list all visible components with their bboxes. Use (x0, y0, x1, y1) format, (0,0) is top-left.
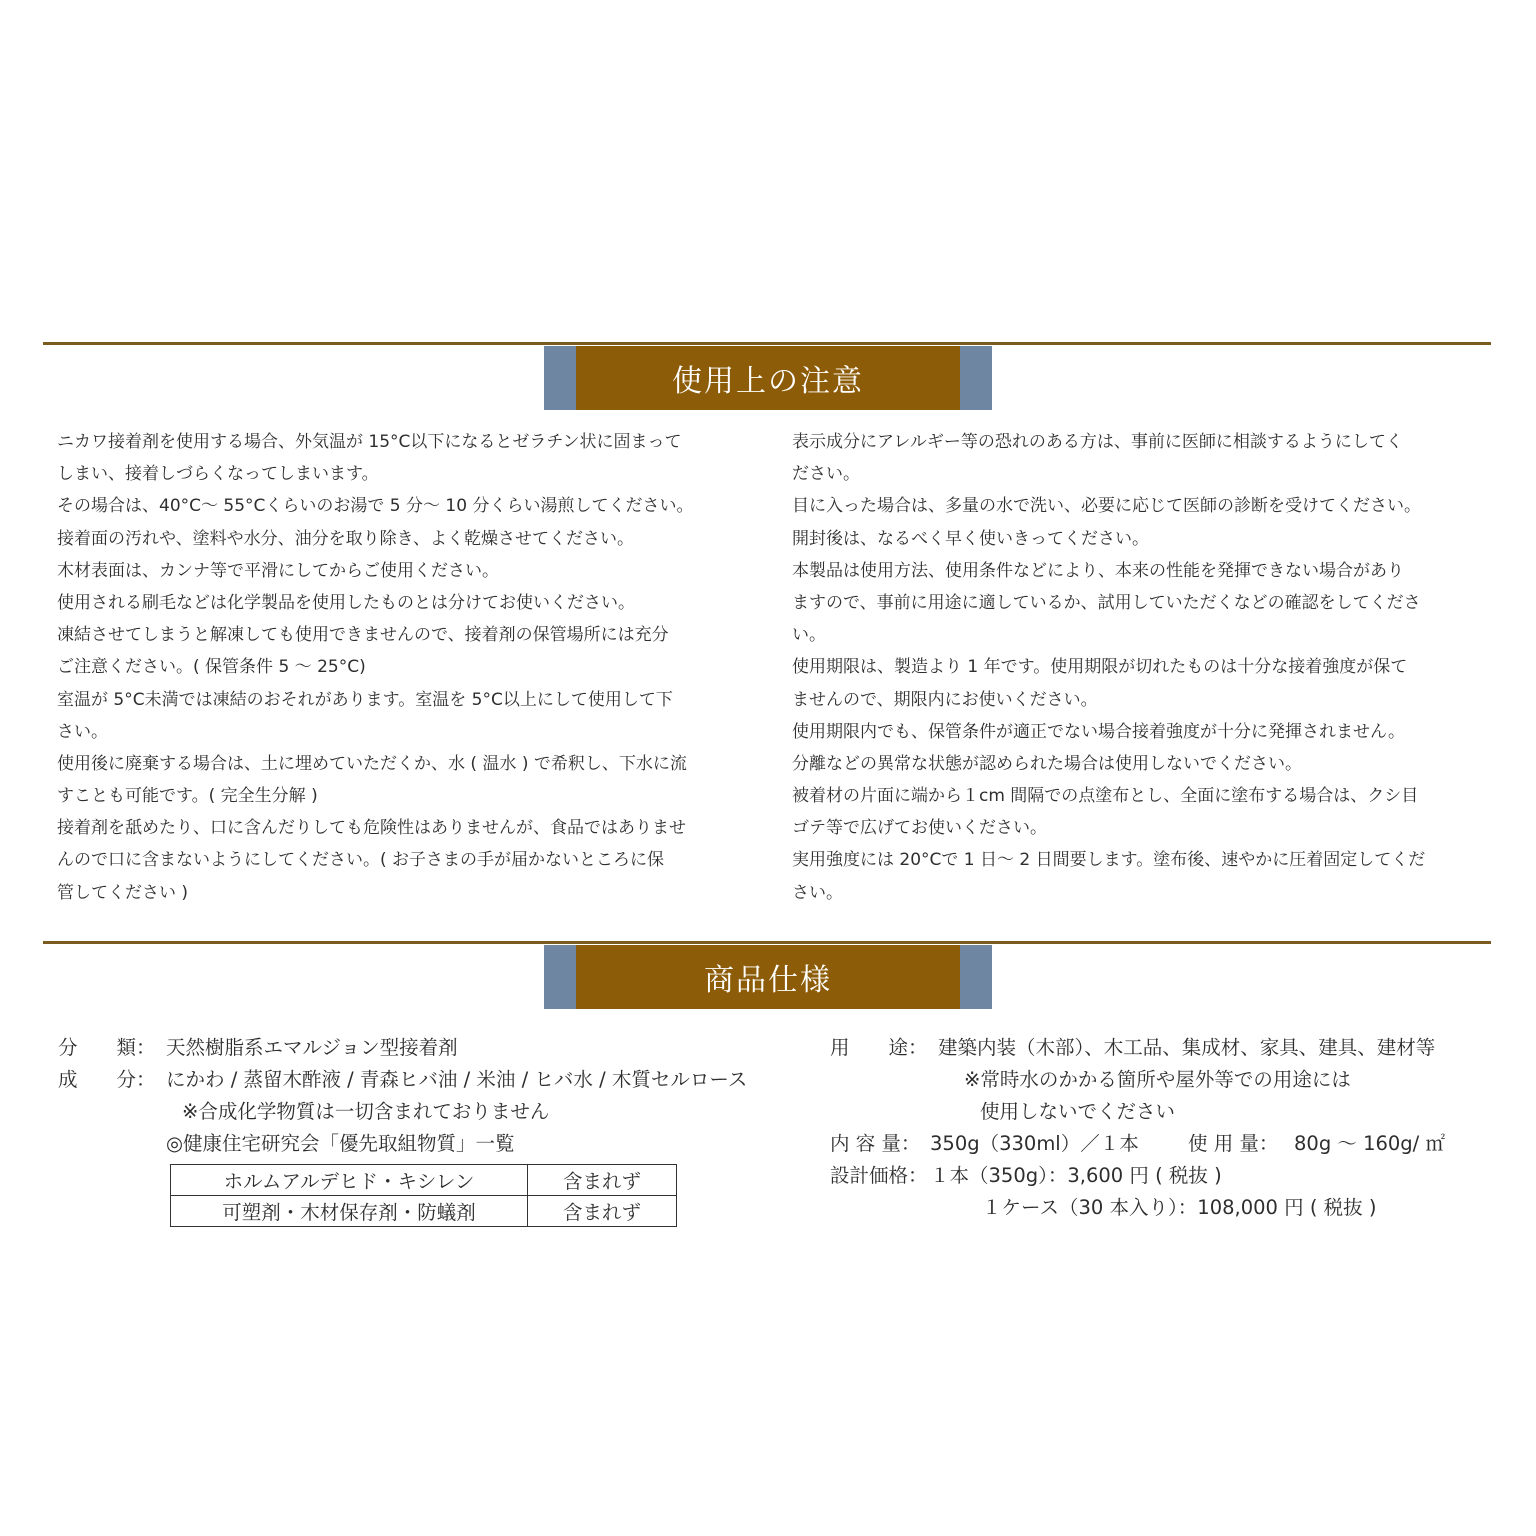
caution-left-line: その場合は、40°C〜 55°Cくらいのお湯で 5 分〜 10 分くらい湯煎してください。 (57, 496, 694, 517)
ingredients-row (58, 1064, 798, 1096)
caution-right-line: 使用期限は、製造より 1 年です。使用期限が切れたものは十分な接着強度が保て (792, 657, 1408, 678)
caution-left-line: 木材表面は、カンナ等で平滑にしてからご使用ください。 (57, 560, 499, 581)
caution-right-line: ませんので、期限内にお使いください。 (792, 689, 1098, 710)
caution-right-line: い。 (792, 625, 826, 646)
usage-value: 建築内装（木部）、木工品、集成材、家具、建具、建材等 (938, 1036, 1436, 1059)
caution-right-line: さい。 (792, 882, 843, 903)
caution-left-line: すことも可能です。( 完全生分解 ) (57, 786, 318, 807)
ingredients-note-row (58, 1096, 798, 1128)
caution-right-column (792, 426, 1482, 909)
caution-right-line: 開封後は、なるべく早く使いきってください。 (792, 528, 1149, 549)
ingredients-value: にかわ / 蒸留木酢液 / 青森ヒバ油 / 米油 / ヒバ水 / 木質セルロース (166, 1068, 748, 1091)
usage-note-row-2 (830, 1096, 1520, 1128)
ingredients-note: ※合成化学物質は一切含まれておりません (182, 1100, 550, 1123)
usage-row (830, 1032, 1520, 1064)
caution-title: 使用上の注意 (576, 346, 960, 410)
price-value-2: １ケース（30 本入り）：108,000 円 ( 税抜 ) (982, 1196, 1377, 1219)
price-row-2 (830, 1192, 1520, 1224)
caution-right-line: 使用期限内でも、保管条件が適正でない場合接着強度が十分に発揮されません。 (792, 721, 1406, 742)
caution-left-line: 室温が 5°C未満では凍結のおそれがあります。室温を 5°C以上にして使用して下 (57, 689, 673, 710)
caution-right-line: 分離などの異常な状態が認められた場合は使用しないでください。 (792, 753, 1302, 774)
caution-right-line: ゴテ等で広げてお使いください。 (792, 818, 1047, 839)
specs-title: 商品仕様 (576, 945, 960, 1009)
caution-right-line: 被着材の片面に端から１cm 間隔での点塗布とし、全面に塗布する場合は、クシ目 (792, 786, 1419, 807)
content-row (830, 1128, 1520, 1160)
usage-note-1: ※常時水のかかる箇所や屋外等での用途には (964, 1068, 1351, 1091)
caution-left-line: ご注意ください。( 保管条件 5 〜 25°C) (57, 657, 366, 678)
amount-label: 使 用 量： (1188, 1132, 1279, 1155)
content-value: 350g（330ml）／１本 (930, 1132, 1139, 1155)
price-row (830, 1160, 1520, 1192)
caution-right-line: 目に入った場合は、多量の水で洗い、必要に応じて医師の診断を受けてください。 (792, 496, 1421, 517)
substance-name: ホルムアルデヒド・キシレン (171, 1165, 528, 1196)
substance-name: 可塑剤・木材保存剤・防蟻剤 (171, 1196, 528, 1227)
caution-left-line: 管してください ) (57, 882, 189, 903)
price-value-1: １本（350g）：3,600 円 ( 税抜 ) (930, 1164, 1222, 1187)
specs-right-block (830, 1032, 1520, 1224)
association-note: ◎健康住宅研究会「優先取組物質」一覧 (166, 1132, 515, 1155)
caution-right-line: ださい。 (792, 464, 860, 485)
banner-right-accent (960, 945, 992, 1009)
specs-banner (544, 945, 992, 1009)
category-value: 天然樹脂系エマルジョン型接着剤 (166, 1036, 458, 1059)
caution-left-line: しまい、接着しづらくなってしまいます。 (57, 464, 379, 485)
caution-left-line: んので口に含まないようにしてください。( お子さまの手が届かないところに保 (57, 850, 665, 871)
caution-left-line: 使用後に廃棄する場合は、土に埋めていただくか、水 ( 温水 ) で希釈し、下水に流 (57, 753, 687, 774)
category-label: 分 類： (58, 1036, 156, 1059)
association-note-row (58, 1128, 798, 1160)
ingredients-label: 成 分： (58, 1068, 156, 1091)
specs-left-block (58, 1032, 798, 1160)
caution-right-line: 表示成分にアレルギー等の恐れのある方は、事前に医師に相談するようにしてく (792, 432, 1403, 452)
section-divider-specs (43, 941, 1491, 944)
caution-left-line: 使用される刷毛などは化学製品を使用したものとは分けてお使いください。 (57, 592, 635, 613)
table-row (171, 1196, 677, 1227)
caution-left-column (57, 426, 747, 909)
caution-left-line: 接着剤を舐めたり、口に含んだりしても危険性はありませんが、食品ではありませ (57, 818, 686, 839)
usage-label: 用 途： (830, 1036, 928, 1059)
table-row (171, 1165, 677, 1196)
caution-left-line: 接着面の汚れや、塗料や水分、油分を取り除き、よく乾燥させてください。 (57, 528, 634, 549)
substance-status: 含まれず (528, 1196, 677, 1227)
caution-left-line: 凍結させてしまうと解凍しても使用できませんので、接着剤の保管場所には充分 (57, 625, 669, 646)
usage-note-row-1 (830, 1064, 1520, 1096)
price-label: 設計価格： (830, 1164, 928, 1187)
caution-right-line: 本製品は使用方法、使用条件などにより、本来の性能を発揮できない場合があり (792, 560, 1404, 581)
caution-banner (544, 346, 992, 410)
banner-left-accent (544, 346, 576, 410)
category-row (58, 1032, 798, 1064)
substance-status: 含まれず (528, 1165, 677, 1196)
section-divider-caution (43, 342, 1491, 345)
content-label: 内 容 量： (830, 1132, 921, 1155)
caution-left-line: ニカワ接着剤を使用する場合、外気温が 15°C以下になるとゼラチン状に固まって (57, 432, 682, 452)
caution-right-line: 実用強度には 20°Cで 1 日〜 2 日間要します。塗布後、速やかに圧着固定してくだ (792, 850, 1426, 871)
banner-right-accent (960, 346, 992, 410)
banner-left-accent (544, 945, 576, 1009)
caution-left-line: さい。 (57, 721, 108, 742)
caution-right-line: ますので、事前に用途に適しているか、試用していただくなどの確認をしてくださ (792, 592, 1421, 613)
usage-note-2: 使用しないでください (980, 1100, 1176, 1123)
priority-substances-table (170, 1164, 677, 1227)
amount-value: 80g 〜 160g/ ㎡ (1294, 1132, 1445, 1155)
